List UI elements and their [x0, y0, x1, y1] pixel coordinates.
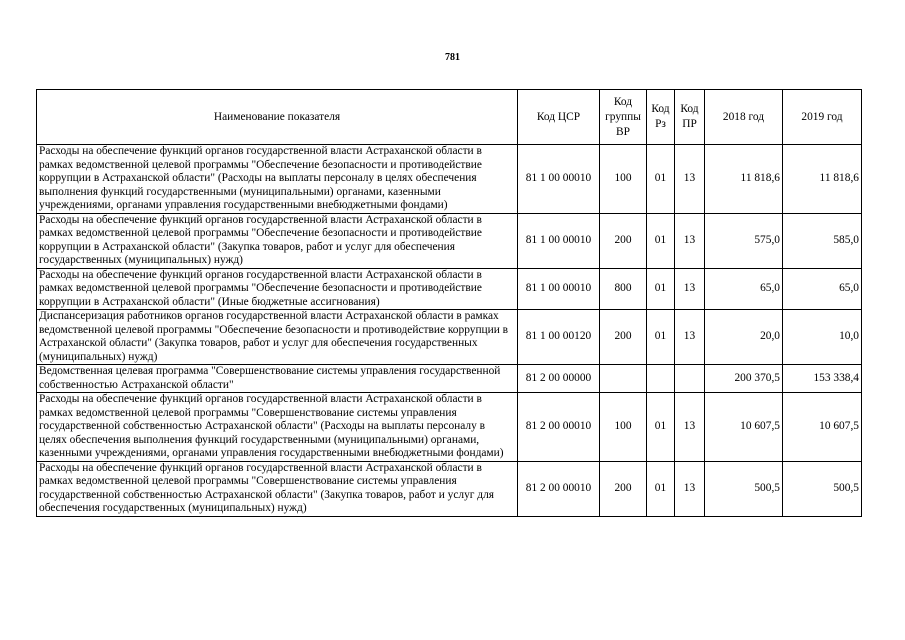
- cell-y2019: 10 607,5: [783, 393, 862, 462]
- page-number: 781: [445, 52, 460, 63]
- cell-y2018: 200 370,5: [705, 365, 783, 393]
- cell-csr: 81 1 00 00010: [518, 268, 600, 310]
- cell-csr: 81 2 00 00000: [518, 365, 600, 393]
- cell-vr: 800: [600, 268, 647, 310]
- table-row: [37, 461, 862, 516]
- cell-pr: 13: [675, 310, 705, 365]
- cell-name: Расходы на обеспечение функций органов государственной власти Астраханской области в рамках ведомственной целевой программы "Обеспечение безопасности и противодействие коррупции в Астраханской области" (Закупка товаров, работ и услуг для обеспечения государственных (муниципальных) нужд): [37, 213, 518, 268]
- cell-y2019: 153 338,4: [783, 365, 862, 393]
- cell-rz: 01: [647, 145, 675, 214]
- cell-y2019: 65,0: [783, 268, 862, 310]
- cell-name: Расходы на обеспечение функций органов государственной власти Астраханской области в рамках ведомственной целевой программы "Совершенствование системы управления государственной собственностью Астраханской области" (Расходы на выплаты персоналу в целях обеспечения выполнения функций государственными (муниципальными) органами, казенными учреждениями, органами управления государственными внебюджетными фондами): [37, 393, 518, 462]
- cell-y2018: 500,5: [705, 461, 783, 516]
- cell-csr: 81 2 00 00010: [518, 393, 600, 462]
- header-pr: Код ПР: [675, 90, 705, 145]
- header-row: [37, 90, 862, 145]
- cell-y2019: 500,5: [783, 461, 862, 516]
- table-row: [37, 213, 862, 268]
- header-2019: 2019 год: [783, 90, 862, 145]
- cell-csr: 81 1 00 00010: [518, 213, 600, 268]
- cell-name: Расходы на обеспечение функций органов государственной власти Астраханской области в рамках ведомственной целевой программы "Обеспечение безопасности и противодействие коррупции в Астраханской области" (Иные бюджетные ассигнования): [37, 268, 518, 310]
- budget-table: [36, 89, 862, 517]
- cell-y2019: 10,0: [783, 310, 862, 365]
- cell-rz: 01: [647, 461, 675, 516]
- header-csr: Код ЦСР: [518, 90, 600, 145]
- cell-name: Расходы на обеспечение функций органов государственной власти Астраханской области в рамках ведомственной целевой программы "Совершенствование системы управления государственной собственностью Астраханской области" (Закупка товаров, работ и услуг для обеспечения государственных (муниципальных) нужд): [37, 461, 518, 516]
- cell-vr: 200: [600, 461, 647, 516]
- cell-csr: 81 1 00 00010: [518, 145, 600, 214]
- cell-csr: 81 2 00 00010: [518, 461, 600, 516]
- header-vr: Код группы ВР: [600, 90, 647, 145]
- cell-rz: 01: [647, 310, 675, 365]
- cell-rz: [647, 365, 675, 393]
- cell-csr: 81 1 00 00120: [518, 310, 600, 365]
- cell-rz: 01: [647, 268, 675, 310]
- header-2018: 2018 год: [705, 90, 783, 145]
- cell-name: Расходы на обеспечение функций органов государственной власти Астраханской области в рамках ведомственной целевой программы "Обеспечение безопасности и противодействие коррупции в Астраханской области" (Расходы на выплаты персоналу в целях обеспечения выполнения функций государственными (муниципальными) органами, казенными учреждениями, органами управления государственными внебюджетными фондами): [37, 145, 518, 214]
- cell-vr: 100: [600, 393, 647, 462]
- cell-rz: 01: [647, 393, 675, 462]
- cell-y2018: 20,0: [705, 310, 783, 365]
- header-rz: Код Рз: [647, 90, 675, 145]
- header-name: Наименование показателя: [37, 90, 518, 145]
- table-row: [37, 268, 862, 310]
- cell-y2018: 11 818,6: [705, 145, 783, 214]
- cell-y2019: 11 818,6: [783, 145, 862, 214]
- cell-y2018: 575,0: [705, 213, 783, 268]
- table-row: [37, 145, 862, 214]
- cell-vr: [600, 365, 647, 393]
- cell-vr: 200: [600, 310, 647, 365]
- cell-vr: 200: [600, 213, 647, 268]
- cell-pr: [675, 365, 705, 393]
- table-row: [37, 393, 862, 462]
- cell-pr: 13: [675, 461, 705, 516]
- cell-name: Диспансеризация работников органов государственной власти Астраханской области в рамках ведомственной целевой программы "Обеспечение безопасности и противодействие коррупции в Астраханской области" (Закупка товаров, работ и услуг для обеспечения государственных (муниципальных) нужд): [37, 310, 518, 365]
- cell-vr: 100: [600, 145, 647, 214]
- cell-pr: 13: [675, 145, 705, 214]
- cell-name: Ведомственная целевая программа "Совершенствование системы управления государственной собственностью Астраханской области": [37, 365, 518, 393]
- table-row: [37, 365, 862, 393]
- cell-y2019: 585,0: [783, 213, 862, 268]
- cell-pr: 13: [675, 213, 705, 268]
- cell-rz: 01: [647, 213, 675, 268]
- cell-y2018: 65,0: [705, 268, 783, 310]
- cell-pr: 13: [675, 393, 705, 462]
- cell-y2018: 10 607,5: [705, 393, 783, 462]
- table-row: [37, 310, 862, 365]
- cell-pr: 13: [675, 268, 705, 310]
